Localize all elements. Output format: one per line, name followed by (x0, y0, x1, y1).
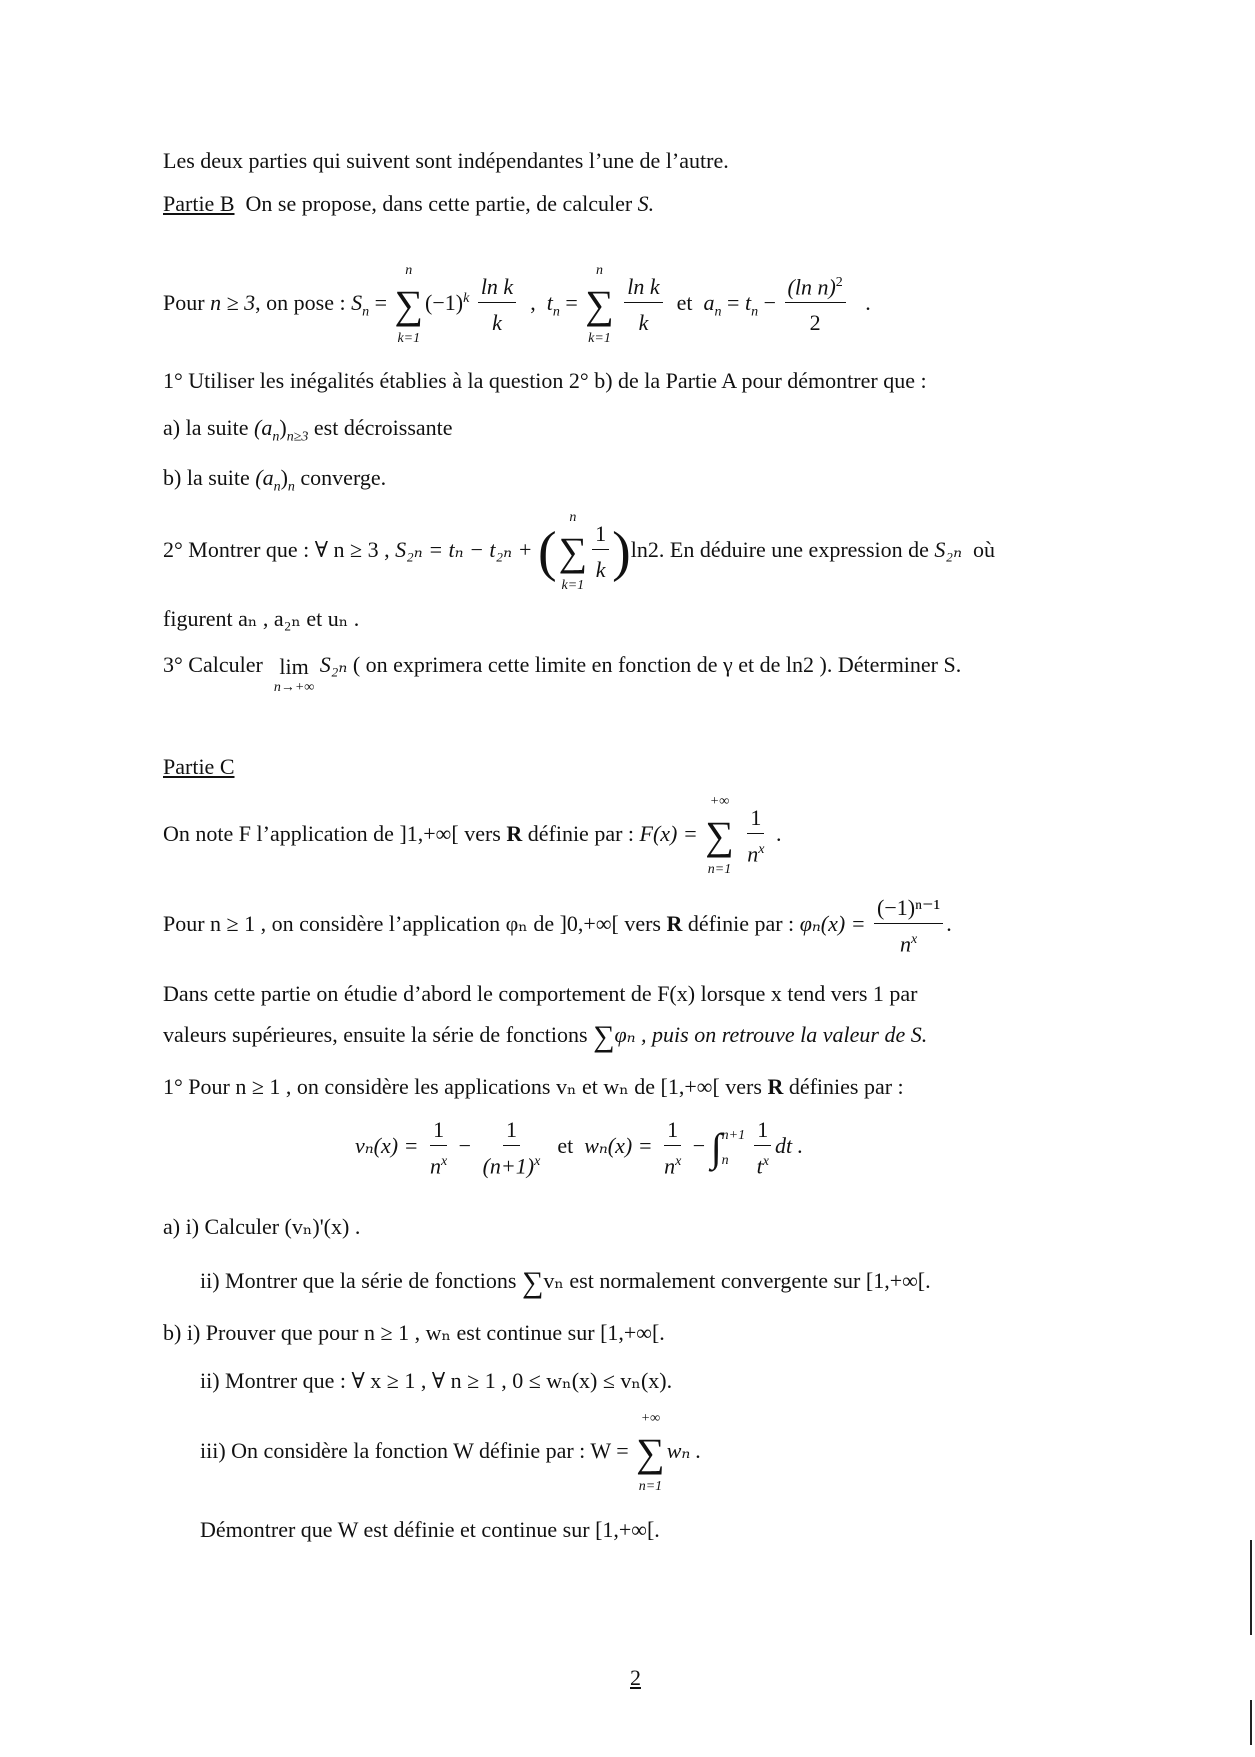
tn-symbol: t (546, 290, 553, 316)
seq: (a (255, 465, 274, 490)
text: vₙ est normalement convergente sur [1,+∞[. (543, 1268, 931, 1293)
text: . En déduire une expression de (658, 537, 929, 563)
text: iii) On considère la fonction W définie par : W = (200, 1438, 629, 1464)
text: définie par : (687, 911, 795, 937)
dt: dt . (774, 1133, 804, 1159)
sum-sign: +∞ ∑ n=1 (705, 793, 734, 879)
fraction (592, 523, 609, 581)
partie-b-line (163, 193, 654, 215)
sum-bottom: n=1 (707, 862, 732, 878)
question-b1a: a) la suite $(a_n)_{n\ge 3}$ est décroissante (163, 415, 453, 445)
fraction (480, 1119, 544, 1177)
den: t (756, 1153, 763, 1179)
num: 1 (747, 807, 764, 834)
sum-bottom: k=1 (561, 578, 585, 594)
text: 2° Montrer que : ∀ n ≥ 3 , (163, 537, 390, 563)
int-bottom: n (721, 1153, 729, 1169)
s-symbol: S. (637, 191, 655, 216)
sub: n (714, 304, 722, 320)
text: définies par : (788, 1074, 904, 1099)
dot: . (865, 290, 871, 316)
text: ii) Montrer que la série de fonctions (200, 1268, 517, 1293)
fraction-lnk-k (624, 276, 662, 334)
ln2: ln2 (630, 537, 659, 563)
den: n (900, 931, 912, 957)
sub: n (362, 304, 370, 320)
text: b) la suite (163, 465, 250, 490)
sum-sign: n ∑ k=1 (585, 262, 614, 348)
sum-top: +∞ (709, 794, 730, 809)
tn-symbol: t (744, 290, 752, 316)
exp: x (675, 1154, 682, 1169)
sum-sign: +∞ ∑ n=1 (636, 1410, 665, 1496)
text: est décroissante (313, 415, 453, 440)
text: valeurs supérieures, ensuite la série de fonctions (163, 1022, 588, 1047)
question-b3 (163, 654, 961, 697)
fraction (661, 1119, 684, 1177)
s2n: S₂ₙ (319, 652, 348, 677)
eq: = (565, 290, 578, 316)
question-c1 (163, 1076, 904, 1098)
sub: n≥3 (286, 429, 309, 445)
scan-edge-line (1250, 1540, 1252, 1635)
eq: = (727, 290, 740, 316)
condition: n ≥ 3 (210, 290, 256, 316)
sum-top: n (405, 263, 413, 278)
et: et (676, 290, 693, 316)
minus: − (763, 290, 777, 316)
scan-edge-line (1250, 1700, 1252, 1745)
num: 1 (754, 1119, 771, 1146)
sum-bottom: k=1 (588, 331, 611, 347)
int-top: n+1 (721, 1127, 746, 1143)
neg-one: (−1) (425, 290, 464, 316)
exp: x (440, 1154, 448, 1169)
intro-c-1: Dans cette partie on étudie d’abord le comportement de F(x) lorsque x tend vers 1 par (163, 981, 918, 1006)
partie-b-intro: On se propose, dans cette partie, de calculer (245, 191, 633, 216)
question-c1b-iii-cont: Démontrer que W est définie et continue sur [1,+∞[. (200, 1517, 660, 1542)
fraction (744, 807, 767, 865)
den: k (492, 310, 502, 336)
exp: k (463, 290, 470, 306)
text: φₙ , puis on retrouve la valeur de S. (614, 1022, 928, 1047)
def-F: On note F l’application de ]1,+∞[ vers R définie par : F(x) = +∞ ∑ n=1 $\frac{1}{n^x}$ . (163, 793, 781, 879)
question-c1a-i: a) i) Calculer (vₙ)'(x) . (163, 1214, 361, 1239)
num: 1 (430, 1119, 447, 1146)
text: 3° Calculer (163, 652, 263, 677)
question-c1a-ii: ii) Montrer que la série de fonctions ∑vₙ est normalement convergente sur [1,+∞[. (200, 1266, 931, 1299)
eq: = (374, 290, 388, 316)
text: Pour (163, 290, 205, 316)
an-symbol: a (703, 290, 715, 316)
text: 1° Pour n ≥ 1 , on considère les applications vₙ et wₙ de [1,+∞[ vers (163, 1074, 762, 1099)
text: converge. (300, 465, 387, 490)
sum-sign: n ∑ k=1 (395, 262, 424, 348)
den: n (664, 1153, 676, 1179)
lhs: F(x) = (639, 821, 698, 847)
sub: n (552, 304, 560, 320)
question-b1: 1° Utiliser les inégalités établies à la question 2° b) de la Partie A pour démontrer que : (163, 368, 927, 393)
question-b2-cont: figurent aₙ , a₂ₙ et uₙ . (163, 606, 360, 631)
text: wₙ . (666, 1438, 702, 1464)
fraction (754, 1119, 772, 1177)
den: k (638, 310, 649, 336)
partie-b-heading: Partie B (163, 191, 235, 216)
lhs: φₙ(x) = (799, 911, 866, 937)
exp: x (762, 1154, 769, 1169)
text: a) la suite (163, 415, 249, 440)
reals: R (767, 1074, 784, 1099)
text: où (973, 537, 995, 563)
wn-lhs: wₙ(x) = (584, 1133, 653, 1159)
partie-c-heading: Partie C (163, 754, 235, 779)
seq: (a (254, 415, 273, 440)
num: (ln n) (787, 274, 836, 300)
question-b1b: b) la suite $(a_n)_n$ converge. (163, 465, 387, 495)
exp: x (911, 932, 918, 947)
exp: x (758, 842, 765, 858)
question-c1b-i: b) i) Prouver que pour n ≥ 1 , wₙ est continue sur [1,+∞[. (163, 1320, 665, 1345)
fraction (874, 897, 943, 955)
num: 1 (664, 1119, 681, 1146)
text: , on pose : (255, 290, 346, 316)
num: 1 (592, 523, 609, 550)
sum-bottom: n=1 (638, 1479, 663, 1495)
den: n (747, 841, 759, 867)
lim-sub: n→+∞ (273, 680, 315, 696)
den: 2 (809, 310, 821, 336)
sub: n (751, 304, 759, 320)
s2n: S₂ₙ (934, 537, 962, 563)
et: et (557, 1133, 574, 1159)
exp: x (534, 1154, 541, 1169)
text: définie par : (527, 821, 635, 847)
page-number: 2 (630, 1665, 641, 1690)
text: ( on exprimera cette limite en fonction de γ et de ln2 ). Déterminer S. (352, 652, 962, 677)
sum-sign: n ∑ k=1 (559, 509, 588, 595)
sum-top: n (596, 263, 603, 278)
sum-top: +∞ (640, 1411, 661, 1426)
sn-symbol: S (351, 290, 363, 316)
sum-bottom: k=1 (397, 331, 421, 347)
den: (n+1) (482, 1153, 535, 1179)
formula: S₂ₙ = tₙ − t₂ₙ + (395, 537, 533, 563)
num: 1 (503, 1119, 520, 1146)
num: (−1)ⁿ⁻¹ (874, 897, 943, 924)
intro-c-2: valeurs supérieures, ensuite la série de fonctions ∑φₙ , puis on retrouve la valeur de S. (163, 1020, 928, 1053)
fraction (427, 1119, 450, 1177)
text: On note F l’application de ]1,+∞[ vers (163, 821, 501, 847)
question-b2: 2° Montrer que : ∀ n ≥ 3 , S₂ₙ = tₙ − t₂ₙ + ( n ∑ k=1 $\frac{1}{k}$ )ln2. En déduire une expression de S₂ₙ où (163, 509, 995, 595)
intro-text: Les deux parties qui suivent sont indépendantes l’une de l’autre. (163, 148, 729, 173)
reals: R (506, 821, 523, 847)
formula-vn-wn: vₙ(x) = $\frac{1}{n^x}$ − $\frac{1}{(n+1)^x}$ et wₙ(x) = $\frac{1}{n^x}$ − ∫ n+1 n $\frac{1}{t^x}$ dt . (355, 1117, 804, 1179)
vn-lhs: vₙ(x) = (355, 1133, 419, 1159)
exp: 2 (835, 275, 843, 291)
num: ln k (624, 276, 662, 303)
num: ln k (478, 276, 516, 303)
formula-sn-tn-an (163, 262, 871, 348)
question-c1b-ii: ii) Montrer que : ∀ x ≥ 1 , ∀ n ≥ 1 , 0 ≤ wₙ(x) ≤ vₙ(x). (200, 1368, 673, 1393)
lim: lim (279, 654, 309, 679)
question-c1b-iii (200, 1410, 701, 1496)
integral-sign: ∫ (710, 1125, 722, 1171)
def-phi: Pour n ≥ 1 , on considère l’application φₙ de ]0,+∞[ vers R définie par : φₙ(x) = $\frac{\text{(−1)ⁿ⁻¹}}{n^x}$ . (163, 895, 952, 957)
den: n (429, 1153, 441, 1179)
comma: , (530, 290, 536, 316)
fraction-lnk-k (478, 276, 516, 334)
reals: R (666, 911, 683, 937)
fraction-ln2 (785, 276, 846, 334)
text: Pour n ≥ 1 , on considère l’application φₙ de ]0,+∞[ vers (163, 911, 661, 937)
den: k (595, 557, 606, 583)
